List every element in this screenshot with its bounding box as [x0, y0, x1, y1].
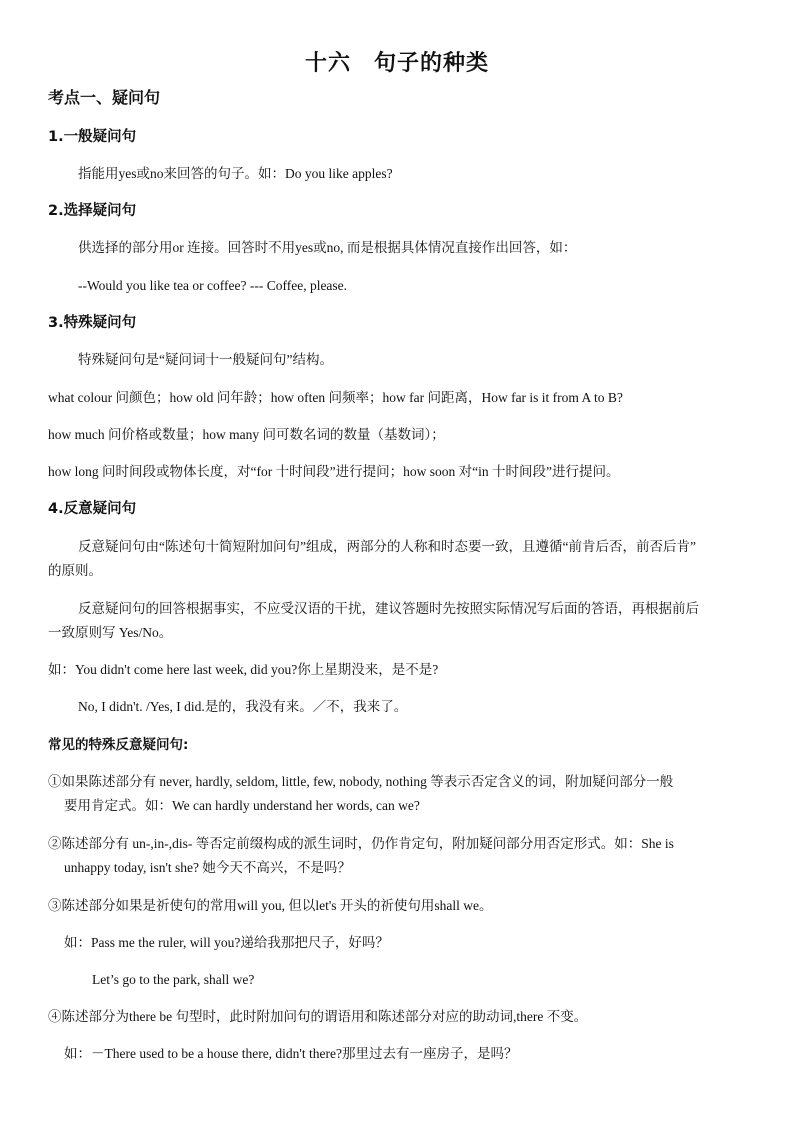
rule-2-line-1: ②陈述部分有 un-,in-,dis- 等否定前缀构成的派生词时，仍作肯定句，附加疑问部分用否定形式。如：She is: [48, 836, 674, 851]
subheading-general-question: 1.一般疑问句: [48, 129, 137, 145]
rule-3-example-1: 如：Pass me the ruler, will you?递给我那把尺子，好吗？: [64, 935, 389, 950]
rule-1-line-2: 要用肯定式。如：We can hardly understand her words, can we?: [64, 798, 420, 813]
page-title: 十六 句子的种类: [304, 51, 489, 76]
rule-4-line-1: ④陈述部分为there be 句型时，此时附加问句的谓语用和陈述部分对应的助动词,there 不变。: [48, 1009, 588, 1024]
rule-2-line-2: unhappy today, isn't she? 她今天不高兴，不是吗？: [64, 860, 351, 875]
subheading-special-question: 3.特殊疑问句: [48, 315, 137, 331]
tag-question-para1-line1: 反意疑问句由“陈述句十简短附加问句”组成，两部分的人称和时态要一致，且遵循“前肯后否，前否后肯”: [78, 539, 696, 554]
paragraph-special-question: 特殊疑问句是“疑问词十一般疑问句”结构。: [78, 352, 333, 367]
subheading-common-special-tags: 常见的特殊反意疑问句:: [48, 737, 189, 753]
section-heading-point1: 考点一、疑问句: [48, 88, 161, 107]
subheading-alternative-question: 2.选择疑问句: [48, 203, 137, 219]
paragraph-general-question: 指能用yes或no来回答的句子。如：Do you like apples?: [78, 166, 393, 181]
special-question-line-2: how much 问价格或数量；how many 问可数名词的数量（基数词）；: [48, 427, 445, 442]
tag-question-para1-line2: 的原则。: [48, 563, 102, 578]
rule-4-example-1: 如：－There used to be a house there, didn't there?那里过去有一座房子，是吗？: [64, 1046, 518, 1061]
special-question-line-3: how long 问时间段或物体长度，对“for 十时间段”进行提问；how soon 对“in 十时间段”进行提问。: [48, 464, 620, 479]
rule-3-line-1: ③陈述部分如果是祈使句的常用will you, 但以let's 开头的祈使句用shall we。: [48, 898, 493, 913]
tag-question-example-2: No, I didn't. /Yes, I did.是的，我没有来。／不，我来了。: [78, 699, 408, 714]
subheading-tag-question: 4.反意疑问句: [48, 501, 137, 517]
rule-3-example-2: Let’s go to the park, shall we?: [92, 972, 255, 987]
paragraph-alternative-question: 供选择的部分用or 连接。回答时不用yes或no, 而是根据具体情况直接作出回答，如：: [78, 240, 577, 255]
tag-question-para2-line1: 反意疑问句的回答根据事实，不应受汉语的干扰，建议答题时先按照实际情况写后面的答语，再根据前后: [78, 601, 699, 616]
special-question-line-1: what colour 问颜色；how old 问年龄；how often 问频率；how far 问距离，How far is it from A to B?: [48, 390, 623, 405]
tag-question-para2-line2: 一致原则写 Yes/No。: [48, 625, 173, 640]
example-alternative-question: --Would you like tea or coffee? --- Coffee, please.: [78, 278, 348, 293]
tag-question-example-1: 如：You didn't come here last week, did you?你上星期没来，是不是?: [48, 662, 439, 677]
rule-1-line-1: ①如果陈述部分有 never, hardly, seldom, little, few, nobody, nothing 等表示否定含义的词，附加疑问部分一般: [48, 774, 674, 789]
